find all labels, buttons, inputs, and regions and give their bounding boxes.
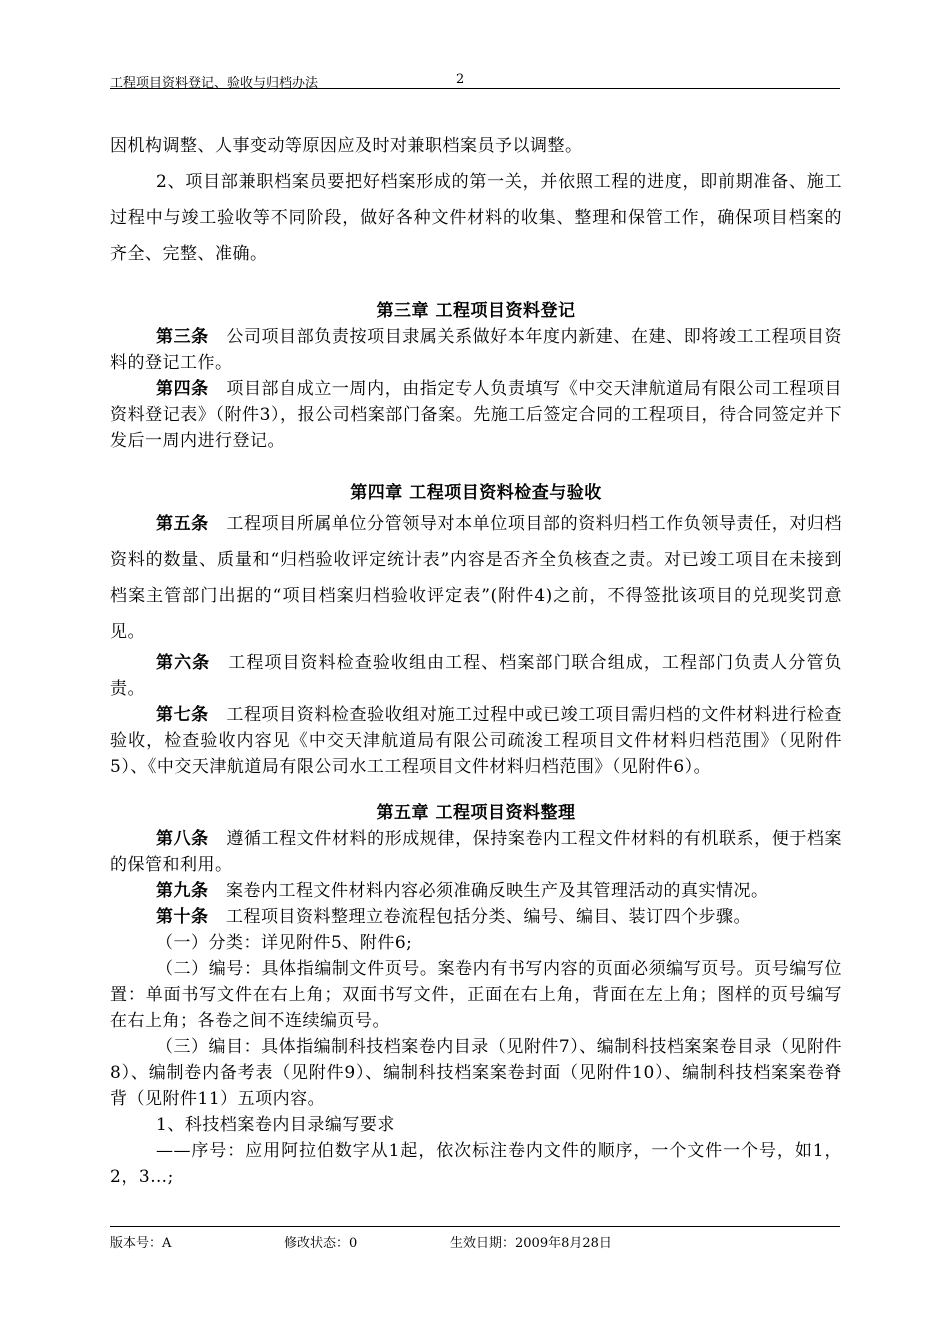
article-label: 第四条: [156, 379, 209, 399]
page-number: 2: [456, 72, 465, 87]
article-text: 工程项目资料检查验收组由工程、档案部门联合组成，工程部门负责人分管负责。: [110, 653, 843, 699]
article-label: 第九条: [156, 881, 209, 901]
version-label: 版本号：A: [110, 1236, 172, 1251]
article-text: 项目部自成立一周内，由指定专人负责填写《中交天津航道局有限公司工程项目资料登记表》（附件3），报公司档案部门备案。先施工后签定合同的工程项目，待合同签定并下发后一周内进行登记。: [110, 379, 843, 451]
article-7: [110, 702, 842, 780]
article-label: 第六条: [156, 653, 211, 673]
document-body: [110, 128, 842, 1190]
article-text: 公司项目部负责按项目隶属关系做好本年度内新建、在建、即将竣工工程项目资料的登记工作。: [110, 327, 843, 373]
article-label: 第五条: [156, 514, 209, 534]
footer-rule: [110, 1226, 840, 1227]
article-text: 案卷内工程文件材料内容必须准确反映生产及其管理活动的真实情况。: [226, 881, 769, 901]
article-text: 工程项目所属单位分管领导对本单位项目部的资料归档工作负领导责任，对归档资料的数量、质量和“归档验收评定统计表”内容是否齐全负核查之责。对已竣工项目在未接到档案主管部门出据的“项目档案归档验收评定表”(附件4)之前，不得签批该项目的兑现奖罚意见。: [110, 514, 843, 642]
header-rule: [110, 88, 840, 89]
paragraph: 2、项目部兼职档案员要把好档案形成的第一关，并依照工程的进度，即前期准备、施工过程中与竣工验收等不同阶段，做好各种文件材料的收集、整理和保管工作，确保项目档案的齐全、完整、准确。: [110, 172, 842, 264]
sub-item: （三）编目：具体指编制科技档案卷内目录（见附件7）、编制科技档案案卷目录（见附件8）、编制卷内备考表（见附件9）、编制科技档案案卷封面（见附件10）、编制科技档案案卷脊背（见附件11）五项内容。: [110, 1037, 842, 1109]
article-4: [110, 376, 842, 454]
sub-item: 1、科技档案卷内目录编写要求: [156, 1115, 395, 1135]
revision-status: 修改状态：0: [284, 1236, 358, 1251]
sub-item: ——序号：应用阿拉伯数字从1起，依次标注卷内文件的顺序，一个文件一个号，如1，2，3…;: [110, 1141, 842, 1187]
article-text: 工程项目资料检查验收组对施工过程中或已竣工项目需归档的文件材料进行检查验收，检查验收内容见《中交天津航道局有限公司疏浚工程项目文件材料归档范围》（见附件5）、《中交天津航道局有限公司水工工程项目文件材料归档范围》（见附件6）。: [110, 705, 843, 777]
chapter-heading: 第五章 工程项目资料整理: [376, 803, 576, 823]
chapter-heading: 第三章 工程项目资料登记: [376, 301, 576, 321]
header-title: 工程项目资料登记、验收与归档办法: [110, 76, 319, 91]
article-6: [110, 650, 842, 702]
article-label: 第十条: [156, 907, 209, 927]
chapter-heading: 第四章 工程项目资料检查与验收: [350, 483, 602, 503]
sub-item: （二）编号：具体指编制文件页号。案卷内有书写内容的页面必须编写页号。页号编写位置：单面书写文件在右上角；双面书写文件，正面在右上角，背面在左上角；图样的页号编写在右上角；各卷之间不连续编页号。: [110, 959, 842, 1031]
article-label: 第七条: [156, 705, 209, 725]
sub-item: （一）分类：详见附件5、附件6;: [156, 933, 413, 953]
article-label: 第三条: [156, 327, 209, 347]
article-text: 遵循工程文件材料的形成规律，保持案卷内工程文件材料的有机联系，便于档案的保管和利用。: [110, 829, 843, 875]
article-9: [110, 878, 842, 904]
article-label: 第八条: [156, 829, 209, 849]
article-text: 工程项目资料整理立卷流程包括分类、编号、编目、装订四个步骤。: [226, 907, 751, 927]
article-8: [110, 826, 842, 878]
article-3: [110, 324, 842, 376]
effective-date: 生效日期：2009年8月28日: [450, 1236, 612, 1251]
article-10: [110, 904, 842, 930]
article-5: [110, 506, 842, 650]
paragraph: 因机构调整、人事变动等原因应及时对兼职档案员予以调整。: [110, 136, 583, 156]
